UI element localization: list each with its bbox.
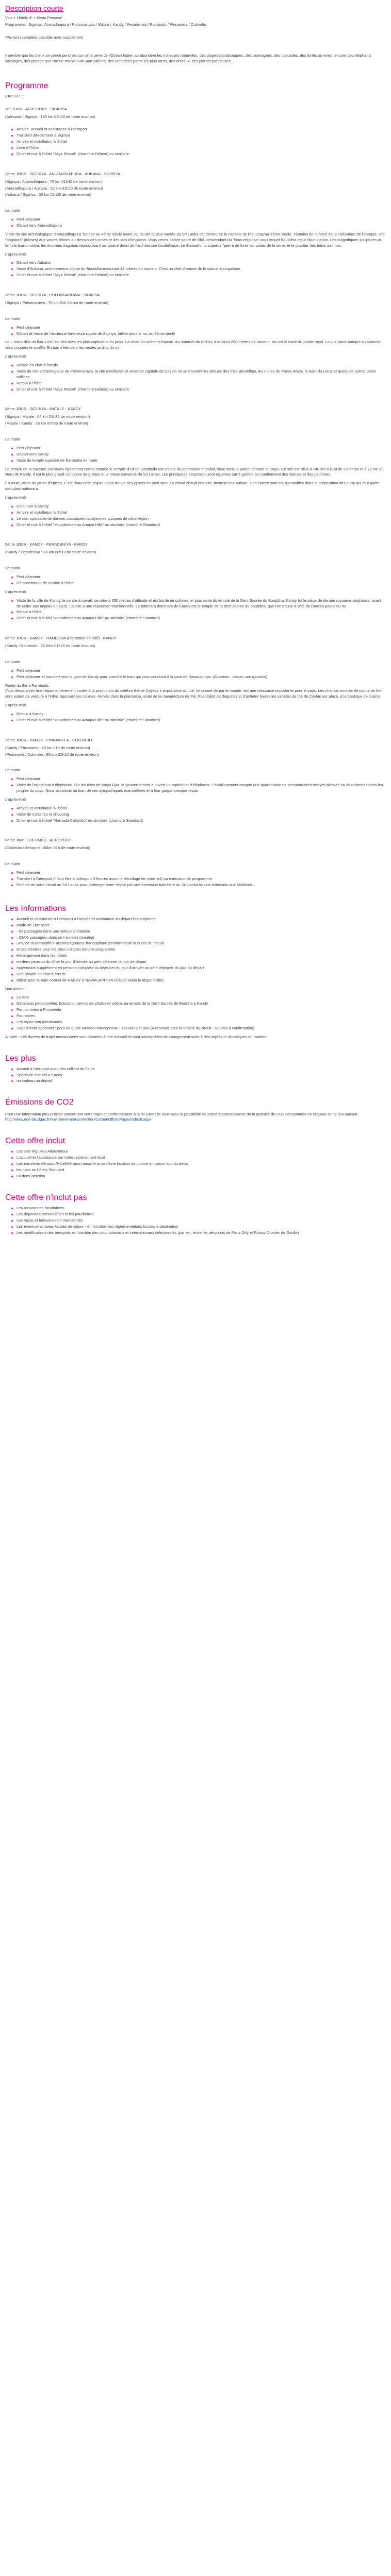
not-included-list (5, 995, 386, 1031)
plus-title: Les plus (5, 1054, 36, 1063)
not-included-label: Non inclus : (5, 986, 26, 991)
not-included-item: Les repas non mentionnés (17, 1020, 386, 1025)
plus-item: Spectacle culturel à Kandy (17, 1073, 386, 1078)
activity-list (5, 574, 386, 586)
activity-item: Dîner et nuit à l'hôtel "Ramada Colombo" ou similaire (chambre Standard) (17, 818, 386, 824)
activity-item: Retour à l'hôtel (17, 381, 386, 386)
offre-exclut-item: Les modifications des aéroports en fonction des vols nationaux et internationaux sélectionnés (par ex : entre les aéroports de Paris Orly et Roissy Charles de Gaulle) (17, 1230, 386, 1236)
day-paragraph: Le « monolithe du lion » est l'un des sites les plus captivants du pays. La visite du rocher s'impose. Au sommet du rocher, à environ 200 mètres de hauteur, on voit le tracé du palais royal. La vue panoramique au sommet vous coupera le souffle. En bas s'étendent les vastes jardins du roi. (5, 340, 381, 350)
spacer (5, 531, 386, 537)
offre-exclut-item: Les dépenses personnelles et les pourboires (17, 1212, 386, 1217)
activity-item: Le soir, spectacle de danses classiques kandyennes typiques de cette région (17, 516, 386, 522)
offre-inclut-title: Cette offre inclut (5, 1137, 66, 1146)
spacer (5, 852, 386, 858)
description-intro: Il semble que les dieux se soient penchés sur cette perle de l'Océan Indien au abondent les richesses naturelles, des plages paradisiaques, des montagnes, des cascades, des forêts où vivent encore des éléphants sauvages, des plantes que l'on ne trouve nulle part ailleurs, des orchidées parmi les plus rares, des oiseaux, des pierres précieuses... (5, 53, 372, 63)
programme-day (5, 738, 386, 833)
spacer (5, 121, 386, 127)
plus-item: un cadeau au départ (17, 1078, 386, 1084)
included-item: Hébergement dans les hôtels (17, 953, 386, 959)
activity-item: Petit déjeuner (17, 446, 386, 451)
description-line: Vols + Hôtels 4* + Demi Pension* (5, 15, 63, 21)
offre-exclut-item: Les assurances facultatives (17, 1206, 386, 1211)
activity-item: Retour à l'hôtel (17, 609, 386, 615)
activity-item: Balade en char à bœufs (17, 363, 386, 368)
programme-title: Programme (5, 81, 48, 90)
day-route-info: (Colombo / Aéroport : 40km 01h de route environ) (5, 845, 91, 851)
activity-list (5, 325, 386, 337)
included-item: Service d'un chauffeur accompagnateur francophone pendant toute la durée du circuit (17, 941, 386, 946)
circuit-label: CIRCUIT : (5, 93, 23, 98)
day-paragraph: Visite du site archéologique d'Anuradhapura: fondée au 4ème siècle avant JC, la cité la plus sacrée du Sri Lanka est demeurée la capitale de l'île jusqu'au Xème siècle. Témoins de la force de la civilisation de l'époque, ses "dagobas" (dômes) aux vastes dômes au-dessus des cimes et des lacs d'irrigation. Vous verrez l'arbre sacré de Bhô, descendant du "ficus religiosa" sous lequel Bouddha reçut l'illumination. Les magnifiques sculptures du temple Isurumuniya, les énormes dagobas reproduisant les quatre dieux de l'architecture bouddhique. Le Samadhi, la superbe "pierre de lune" du palais de la reine, et le quartier des bains des rois. (5, 231, 385, 248)
activity-item: Dîner et nuit à l'hôtel "Aliya Resort" (chambre Deluxe) ou similaire (17, 387, 386, 393)
spacer (5, 624, 386, 631)
activity-list (5, 870, 386, 888)
programme-day (5, 838, 386, 897)
spacer (5, 650, 386, 656)
included-item: en demi pension du dîner le jour d'arrivée au petit déjeuner le jour de départ (17, 959, 386, 965)
period-label: L'après-midi (5, 703, 26, 708)
included-item: moyennant supplément en pension complète du déjeuner du jour d'arrivée au petit déjeuner du jour du départ (17, 965, 386, 971)
period-label: Le matin (5, 316, 20, 321)
included-item: Mode de Transport : (17, 923, 386, 928)
offre-inclut-item: Les vols réguliers Aller/Retour (17, 1149, 386, 1155)
offre-exclut-item: Les repas et boissons non mentionnés (17, 1218, 386, 1224)
included-list (5, 917, 386, 984)
activity-item: Visite du site archéologique de Polonnaruwa, la cité médiévale et seconde capitale de Ceylan où se trouvent les statues des trois Bouddhas, les ruines du Palais Royal, le Bain du Lotus et quelques autres petits édifices (17, 369, 386, 380)
programme-days (5, 107, 386, 897)
period-label: Le matin (5, 437, 20, 442)
offre-inclut-item: Les transferts Aéroport/Hôtel/Aéroport aussi le prise d'une location de voiture en option lors du devis (17, 1161, 386, 1167)
day-paragraph: En route, visite du jardin d'épices. C'est dans cette région qu'on trouve des épices en profusion. Le climat chaud et moite, favorise leur culture. Des épices sont indispensables dans la préparation des curry qui font partie des plats nationaux. (5, 481, 380, 492)
activity-item: Dîner et nuit à l'hôtel "Mountbatten ou Amaya Hills" ou similaire (chambre Standard) (17, 616, 386, 621)
offre-inclut-item: L'accueil et l'assistance par notre représentant local (17, 1155, 386, 1161)
activity-item: Arrivée et installation à l'hôtel (17, 139, 386, 145)
included-item: Accueil et assistance à l'aéroport à l'arrivée et assistance au départ Francophone (17, 917, 386, 922)
activity-list (5, 668, 386, 680)
day-heading: 6ème JOUR : KANDY - RAMBODA (Plantation de Thé) - KANDY (5, 636, 117, 641)
programme-day (5, 107, 386, 166)
day-heading: 2ème JOUR : SIGIRIYA - ANURADHAPURA - AUKANA - SIGIRIYA (5, 171, 121, 176)
day-route-info: (Aéroport / Sigiriya : 190 km 04h40 de route environ) (5, 114, 95, 119)
page (0, 0, 391, 1244)
day-route-info: (Kandy / Pinnawela : 43 km 01h de route environ) (5, 745, 90, 750)
day-route-info: (Matale / Kandy : 26 km 00h35 de route environ) (5, 421, 88, 426)
info-note: A noter : Les durées de trajet mentionnées sont données à titre indicatif et sont susceptibles de changement suite à des imprévus climatiques ou routiers. (5, 1034, 268, 1039)
activity-item: Visite du temple rupestre de Dambulla en route (17, 458, 386, 464)
programme-day (5, 293, 386, 401)
programme-day (5, 172, 386, 287)
activity-item: Petit déjeuner (17, 217, 386, 223)
activity-item: Visite d'Aukana, une immense statue du Bouddha mesurant 12 mètres en hauteur. C'est un chef d'œuvre de la statuaire cingalaise (17, 266, 386, 272)
day-heading: 3ème JOUR : SIGIRIYA - POLONNARUWA - SIGIRIYA (5, 293, 100, 298)
day-route-info: (Kandy / Peradeniya : 08 km 00h10 de route environ) (5, 550, 96, 555)
period-label: L'après-midi (5, 796, 26, 802)
activity-item: Départ vers Kandy (17, 452, 386, 457)
not-included-item: Permis vidéo à Pinnawela (17, 1007, 386, 1013)
activity-list (5, 776, 386, 794)
informations-title: Les Informations (5, 904, 67, 913)
activity-item: Arrivée, accueil et assistance à l'aéroport (17, 127, 386, 132)
activity-list (5, 217, 386, 229)
included-item: Billets pour le train normal de KANDY à NAWALAPITIYA (sièges selon la disponibilité) (17, 978, 386, 984)
day-paragraph: Le temple de la caverne Dambulla également connu comme le Temple d'Or de Dambulla est un site du patrimoine mondial, situé dans la partie centrale du pays. Ce site est situé à 148 km à l'Est de Colombo et à 72 km au Nord de Kandy. Il est le plus grand complexe de grottes et le mieux conservé du Sri Lanka. Les principales attractions sont réparties sur 5 grottes qui contiennent des statues et des peintures. (5, 466, 384, 477)
description-line: *Pension complète possible avec supplément (5, 35, 83, 40)
activity-list (5, 806, 386, 824)
programme-day (5, 542, 386, 631)
activity-item: Petit déjeuner (17, 574, 386, 580)
spacer (5, 891, 386, 897)
co2-link[interactable]: http://www.eco-bis.dgac.fr/environnement-protection/CarbonOffset/PagesIndexIt.aspx (5, 1117, 152, 1122)
activity-item: Petit déjeuner (17, 870, 386, 876)
period-label: L'après-midi (5, 495, 26, 500)
day-route-info: (Anuradhapura / Aukana : 52 km 01h20 de route environ) (5, 185, 103, 191)
activity-item: Visite de Colombo et shopping (17, 812, 386, 818)
activity-item: Départ et Visite de l'ancienne forteresse royale de Sigiriya, taillée dans le roc au 5ème siècle (17, 331, 386, 337)
day-route-info: (Pinnawela / Colombo : 86 km 02h10 de route environ) (5, 752, 99, 757)
activity-item: Arrivée et installation à l'hôtel (17, 510, 386, 516)
offre-exclut-item: Les éventuelles taxes locales de séjour - en fonction des réglementations locales à destination (17, 1224, 386, 1230)
activity-item: Dîner et nuit à l'hôtel "Mountbatten ou Amaya Hills" ou similaire (chambre Standard) (17, 718, 386, 723)
description-title: Description courte (5, 4, 63, 12)
activity-list (5, 711, 386, 723)
activity-list (5, 127, 386, 157)
activity-item: Dîner et nuit à l'hôtel "Mountbatten ou Amaya Hills" ou similaire (chambre Standard) (17, 522, 386, 528)
included-item: Droits d'entrée pour les sites indiqués dans le programme (17, 947, 386, 953)
spacer (5, 726, 386, 733)
activity-item: Libre à l'hôtel (17, 145, 386, 151)
spacer (5, 160, 386, 166)
offre-exclut-title: Cette offre n'inclut pas (5, 1193, 87, 1202)
period-label: Le matin (5, 659, 20, 664)
activity-item: Continuer à Kandy (17, 504, 386, 510)
spacer (5, 395, 386, 401)
spacer (5, 281, 386, 287)
period-label: Le matin (5, 208, 20, 213)
spacer (5, 199, 386, 205)
activity-item: Visite de l'orphelinat d'éléphants. Sur les rives de Maya Oya, le gouvernement a ouvert un orphelinat d'éléphants. L'établissement compte une quarantaine de pensionnaires trouvés blessés ou abandonnés dans les jungles du pays. Nous assistons au bain de ces sympathiques mammifères et à leur gargantuesque repas. (17, 783, 386, 794)
activity-item: Visite de la ville de Kandy, le centre à travail, se situe à 350 mètres d'altitude et est bordé de collines, et puis visite du temple de la Dent Sacrée du Bouddha. Kandy fut le siège de dernier royaume cinghalais, avant de céder aux anglais en 1815. La ville a une réputation traditionnelle. Le bâtiment dominant de Kandy est le temple de la dent sacrée du bouddha, que l'on trouve à côté de l'ancien palais du roi (17, 598, 386, 609)
day-route-info: (Sigiriya / Anuradhapura : 75 km 01h40 de route environ) (5, 179, 103, 184)
plus-list (5, 1066, 386, 1084)
activity-item: Départ vers Anuradhapura (17, 223, 386, 229)
day-heading: 5ème JOUR : KANDY - PERADENIYA - KANDY (5, 542, 88, 547)
activity-item: Transfert directement à Sigiriya (17, 133, 386, 139)
day-route-info: (Aukana / Sigiriya : 50 km 01h20 de route environ) (5, 192, 92, 197)
activity-list (5, 504, 386, 528)
activity-item: Retour à Kandy (17, 711, 386, 717)
day-heading: 8ème Jour : COLOMBO - AEROPORT (5, 838, 72, 843)
activity-list (5, 446, 386, 464)
activity-item: Arrivée et installation à l'hôtel (17, 806, 386, 811)
day-route-info: (Sigiriya / Polonnaruwa : 70 km 01h 40mm de route environ) (5, 300, 109, 305)
activity-item: Petit déjeuner (17, 325, 386, 331)
programme-day (5, 406, 386, 537)
offre-exclut-list (5, 1206, 386, 1235)
spacer (5, 758, 386, 765)
day-heading: 4ème JOUR : SIGIRIYA - MATALE - KANDY (5, 406, 82, 412)
day-paragraph: Route du thé à Ramboda. Vous découvrirez une région entièrement vouée à la production du célèbre thé de Ceylan. L'exportation du thé, renommé de par le monde, est une ressource importante pour le pays. Les champs ombrés de plants de thé sont autant de verdure à l'infini, tapissant les collines. Arrivée dans la plantation, visite de la manufacture de thé. Possibilité de dégustez et d'acheter toutes les variétés de thé de Ceylan sur place, à la boutique de l'usine. (5, 683, 382, 699)
period-label: L'après-midi (5, 251, 26, 257)
day-heading: 1er JOUR : AEROPORT - SIGIRIYA (5, 106, 67, 111)
period-label: Le matin (5, 566, 20, 571)
day-heading: 7ème JOUR : KANDY - PINNAWELA - COLOMBO (5, 737, 92, 742)
activity-item: Petit déjeuner (17, 668, 386, 674)
activity-item: Dîner et nuit à l'hôtel "Aliya Resort" (chambre Deluxe) ou similaire (17, 273, 386, 278)
plus-item: Accueil à l'aéroport avec des colliers de fleurs (17, 1066, 386, 1072)
period-label: L'après-midi (5, 589, 26, 594)
activity-item: Petit déjeuner (17, 776, 386, 782)
not-included-item: Pourboires (17, 1013, 386, 1019)
offre-inclut-item: les nuits en hôtels Standard (17, 1167, 386, 1173)
activity-list (5, 260, 386, 278)
period-label: Le matin (5, 861, 20, 867)
not-included-item: Dépenses personnelles, boissons, permis de photos et vidéos au temple de la Dent Sacrée de Buddha à Kandy (17, 1001, 386, 1007)
activity-item: Démonstration de cuisine à l'hôtel (17, 581, 386, 586)
activity-item: Petit déjeuner et transfert vers la gare de Kandy pour prendre le train qui vous conduira à la gare de Nawalapitiya. (Attention : sièges non garantis) (17, 674, 386, 680)
included-item: - 02 passagers dans une voiture climatisée (17, 929, 386, 935)
activity-item: Dîner et nuit à l'hôtel "Aliya Resort" (chambre Deluxe) ou similaire (17, 151, 386, 157)
spacer (5, 826, 386, 833)
activity-item: Profitez de votre circuit au Sri Lanka pour prolonger votre séjour par une extension balnéaire au Sri Lanka ou une extension aux Maldives... (17, 883, 386, 888)
activity-item: Départ vers Aukana (17, 260, 386, 266)
included-item: - 03/06 passagers dans un mini-van climatisé (17, 935, 386, 941)
spacer (5, 428, 386, 434)
offre-inclut-list (5, 1149, 386, 1179)
activity-item: Transfert à l'aéroport (il faut être à l'aéroport 3 heures avant le décollage de votre vol) ou extension de programme (17, 876, 386, 882)
period-label: L'après-midi (5, 354, 26, 359)
activity-list (5, 598, 386, 622)
spacer (5, 556, 386, 563)
co2-title: Émissions de CO2 (5, 1098, 74, 1107)
spacer (5, 307, 386, 313)
not-included-item: Supplément optionnel : pour un guide national francophone : 75euros par jour (A réserver pour la totalité du circuit - Soumis à confirmation) (17, 1026, 386, 1031)
co2-text (5, 1112, 386, 1123)
not-included-item: Le visa (17, 995, 386, 1001)
offre-inclut-item: La demi-pension (17, 1174, 386, 1179)
day-route-info: (Sigiriya / Matale : 64 km 01h35 de route environ) (5, 414, 90, 419)
co2-description: Pour une information plus précise concernant votre trajet et conformément à la loi Grenelle vous avez la possibilité de prendre connaissance de la quantité de CO2 consommée en cliquant sur le lien suivant : (5, 1111, 360, 1116)
day-route-info: (Kandy / Ramboda : 52 kms 01h20 de route environ) (5, 643, 95, 649)
activity-list (5, 363, 386, 392)
included-item: Une balade en char à bœufs (17, 972, 386, 977)
description-line: Programme : Sigiriya / Anuradhapura / Polonnaruwa / Matale / Kandy / Peradeniya / Rambodo / Pinnawela / Colombo (5, 22, 206, 27)
period-label: Le matin (5, 768, 20, 773)
programme-day (5, 636, 386, 733)
